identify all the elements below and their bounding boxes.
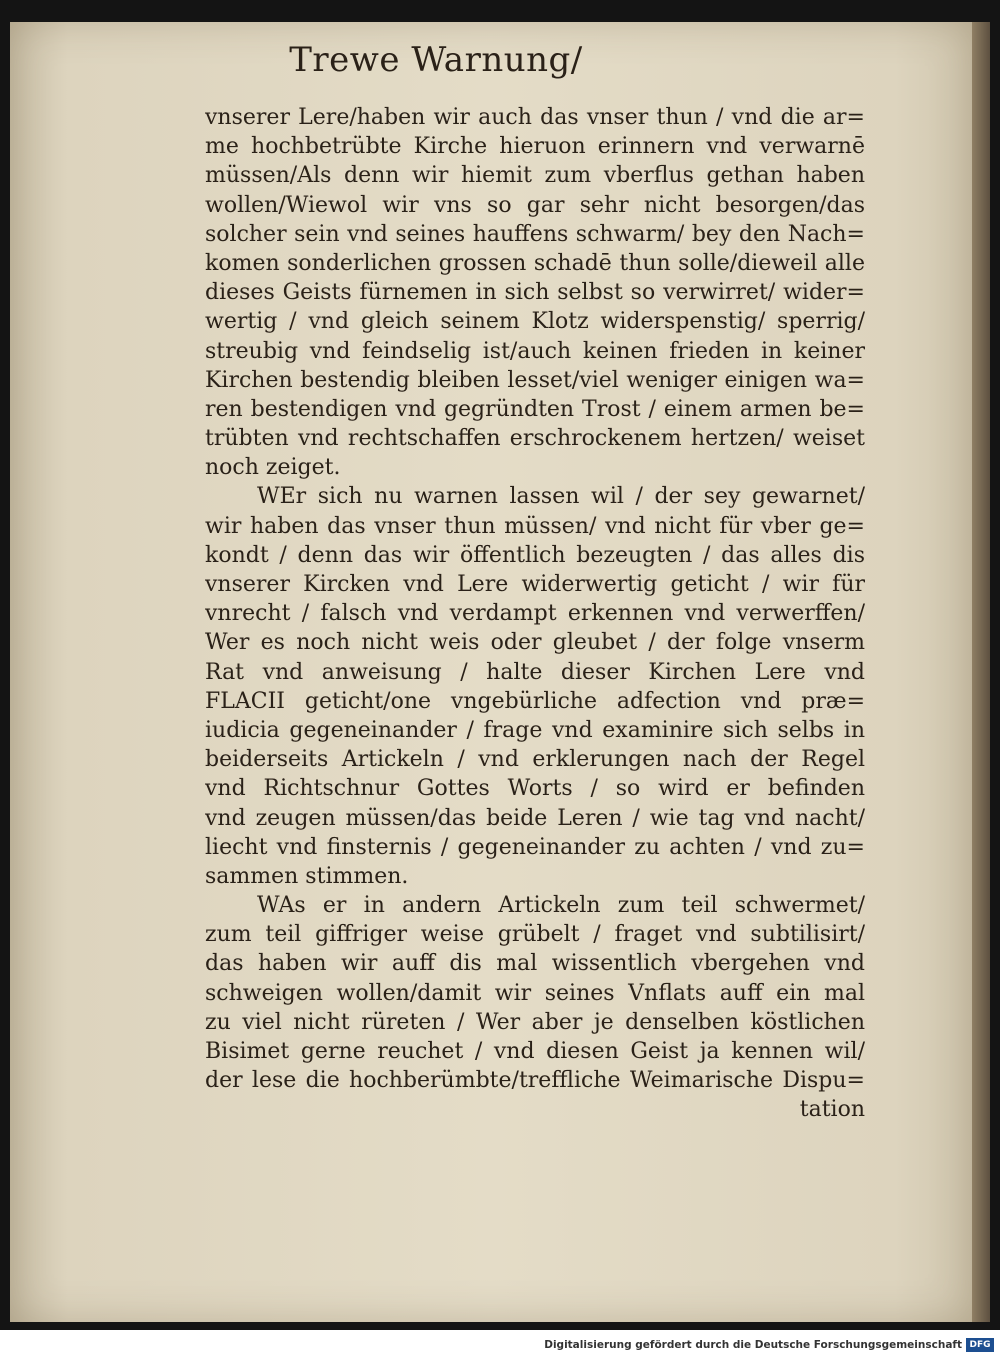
text-line: zum teil giffriger weise grübelt / fraget vnd subtilisirt/: [205, 922, 865, 948]
text-line: liecht vnd finsternis / gegeneinander zu achten / vnd zu=: [205, 834, 865, 860]
footer: [0, 1336, 1000, 1356]
text-line: iudicia gegeneinander / frage vnd examinire sich selbs in: [205, 717, 865, 743]
footer-credit: Digitalisierung gefördert durch die Deutsche Forschungsgemeinschaft: [544, 1339, 962, 1351]
running-head: Trewe Warnung/: [289, 40, 583, 80]
page-edge: [972, 22, 990, 1322]
text-line: das haben wir auff dis mal wissentlich vbergehen vnd: [205, 951, 865, 977]
text-line: WAs er in andern Artickeln zum teil schwermet/: [257, 893, 865, 919]
text-line: vnserer Kircken vnd Lere widerwertig geticht / wir für: [205, 572, 865, 597]
text-line: komen sonderlichen grossen schadē thun solle/dieweil alle: [205, 250, 865, 276]
text-line: Wer es noch nicht weis oder gleubet / der folge vnserm: [205, 630, 865, 656]
text-line: solcher sein vnd seines hauffens schwarm/ bey den Nach=: [205, 221, 865, 247]
text-line: Bisimet gerne reuchet / vnd diesen Geist ja kennen wil/: [205, 1039, 865, 1064]
text-line: FLACII geticht/one vngebürliche adfection vnd præ=: [205, 688, 865, 714]
text-line: schweigen wollen/damit wir seines Vnflats auff ein mal: [205, 980, 865, 1006]
text-line: ren bestendigen vnd gegründten Trost / einem armen be=: [205, 396, 865, 422]
text-line: vnd zeugen müssen/das beide Leren / wie tag vnd nacht/: [205, 805, 865, 831]
text-line: wir haben das vnser thun müssen/ vnd nicht für vber ge=: [205, 513, 865, 539]
body-text: [205, 103, 865, 1125]
text-line: wollen/Wiewol wir vns so gar sehr nicht besorgen/das: [205, 192, 865, 218]
text-line: zu viel nicht rüreten / Wer aber je denselben köstlichen: [205, 1009, 865, 1035]
text-line: kondt / denn das wir öffentlich bezeugten / das alles dis: [205, 542, 865, 568]
text-line: vnserer Lere/haben wir auch das vnser thun / vnd die ar=: [205, 105, 865, 130]
text-line: der lese die hochberümbte/treffliche Weimarische Dispu=: [205, 1068, 865, 1094]
text-line: trübten vnd rechtschaffen erschrockenem hertzen/ weiset: [205, 426, 865, 452]
text-line: noch zeiget.: [205, 455, 341, 481]
text-line: dieses Geists fürnemen in sich selbst so verwirret/ wider=: [205, 280, 865, 306]
text-line: streubig vnd feindselig ist/auch keinen frieden in keiner: [205, 338, 865, 364]
dfg-logo: DFG: [966, 1338, 994, 1352]
text-line: WEr sich nu warnen lassen wil / der sey gewarnet/: [257, 484, 865, 510]
text-line: Rat vnd anweisung / halte dieser Kirchen Lere vnd: [205, 659, 865, 685]
catchword: tation: [799, 1097, 865, 1123]
text-line: Kirchen bestendig bleiben lesset/viel weniger einigen wa=: [205, 367, 865, 393]
text-line: me hochbetrübte Kirche hieruon erinnern vnd verwarnē: [205, 134, 865, 160]
text-line: vnrecht / falsch vnd verdampt erkennen vnd verwerffen/: [205, 601, 865, 627]
text-line: vnd Richtschnur Gottes Worts / so wird er befinden: [205, 776, 865, 802]
text-line: müssen/Als denn wir hiemit zum vberflus gethan haben: [205, 163, 865, 189]
text-line: sammen stimmen.: [205, 863, 409, 889]
text-line: wertig / vnd gleich seinem Klotz widerspenstig/ sperrig/: [205, 309, 865, 335]
text-line: beiderseits Artickeln / vnd erklerungen nach der Regel: [205, 747, 865, 773]
